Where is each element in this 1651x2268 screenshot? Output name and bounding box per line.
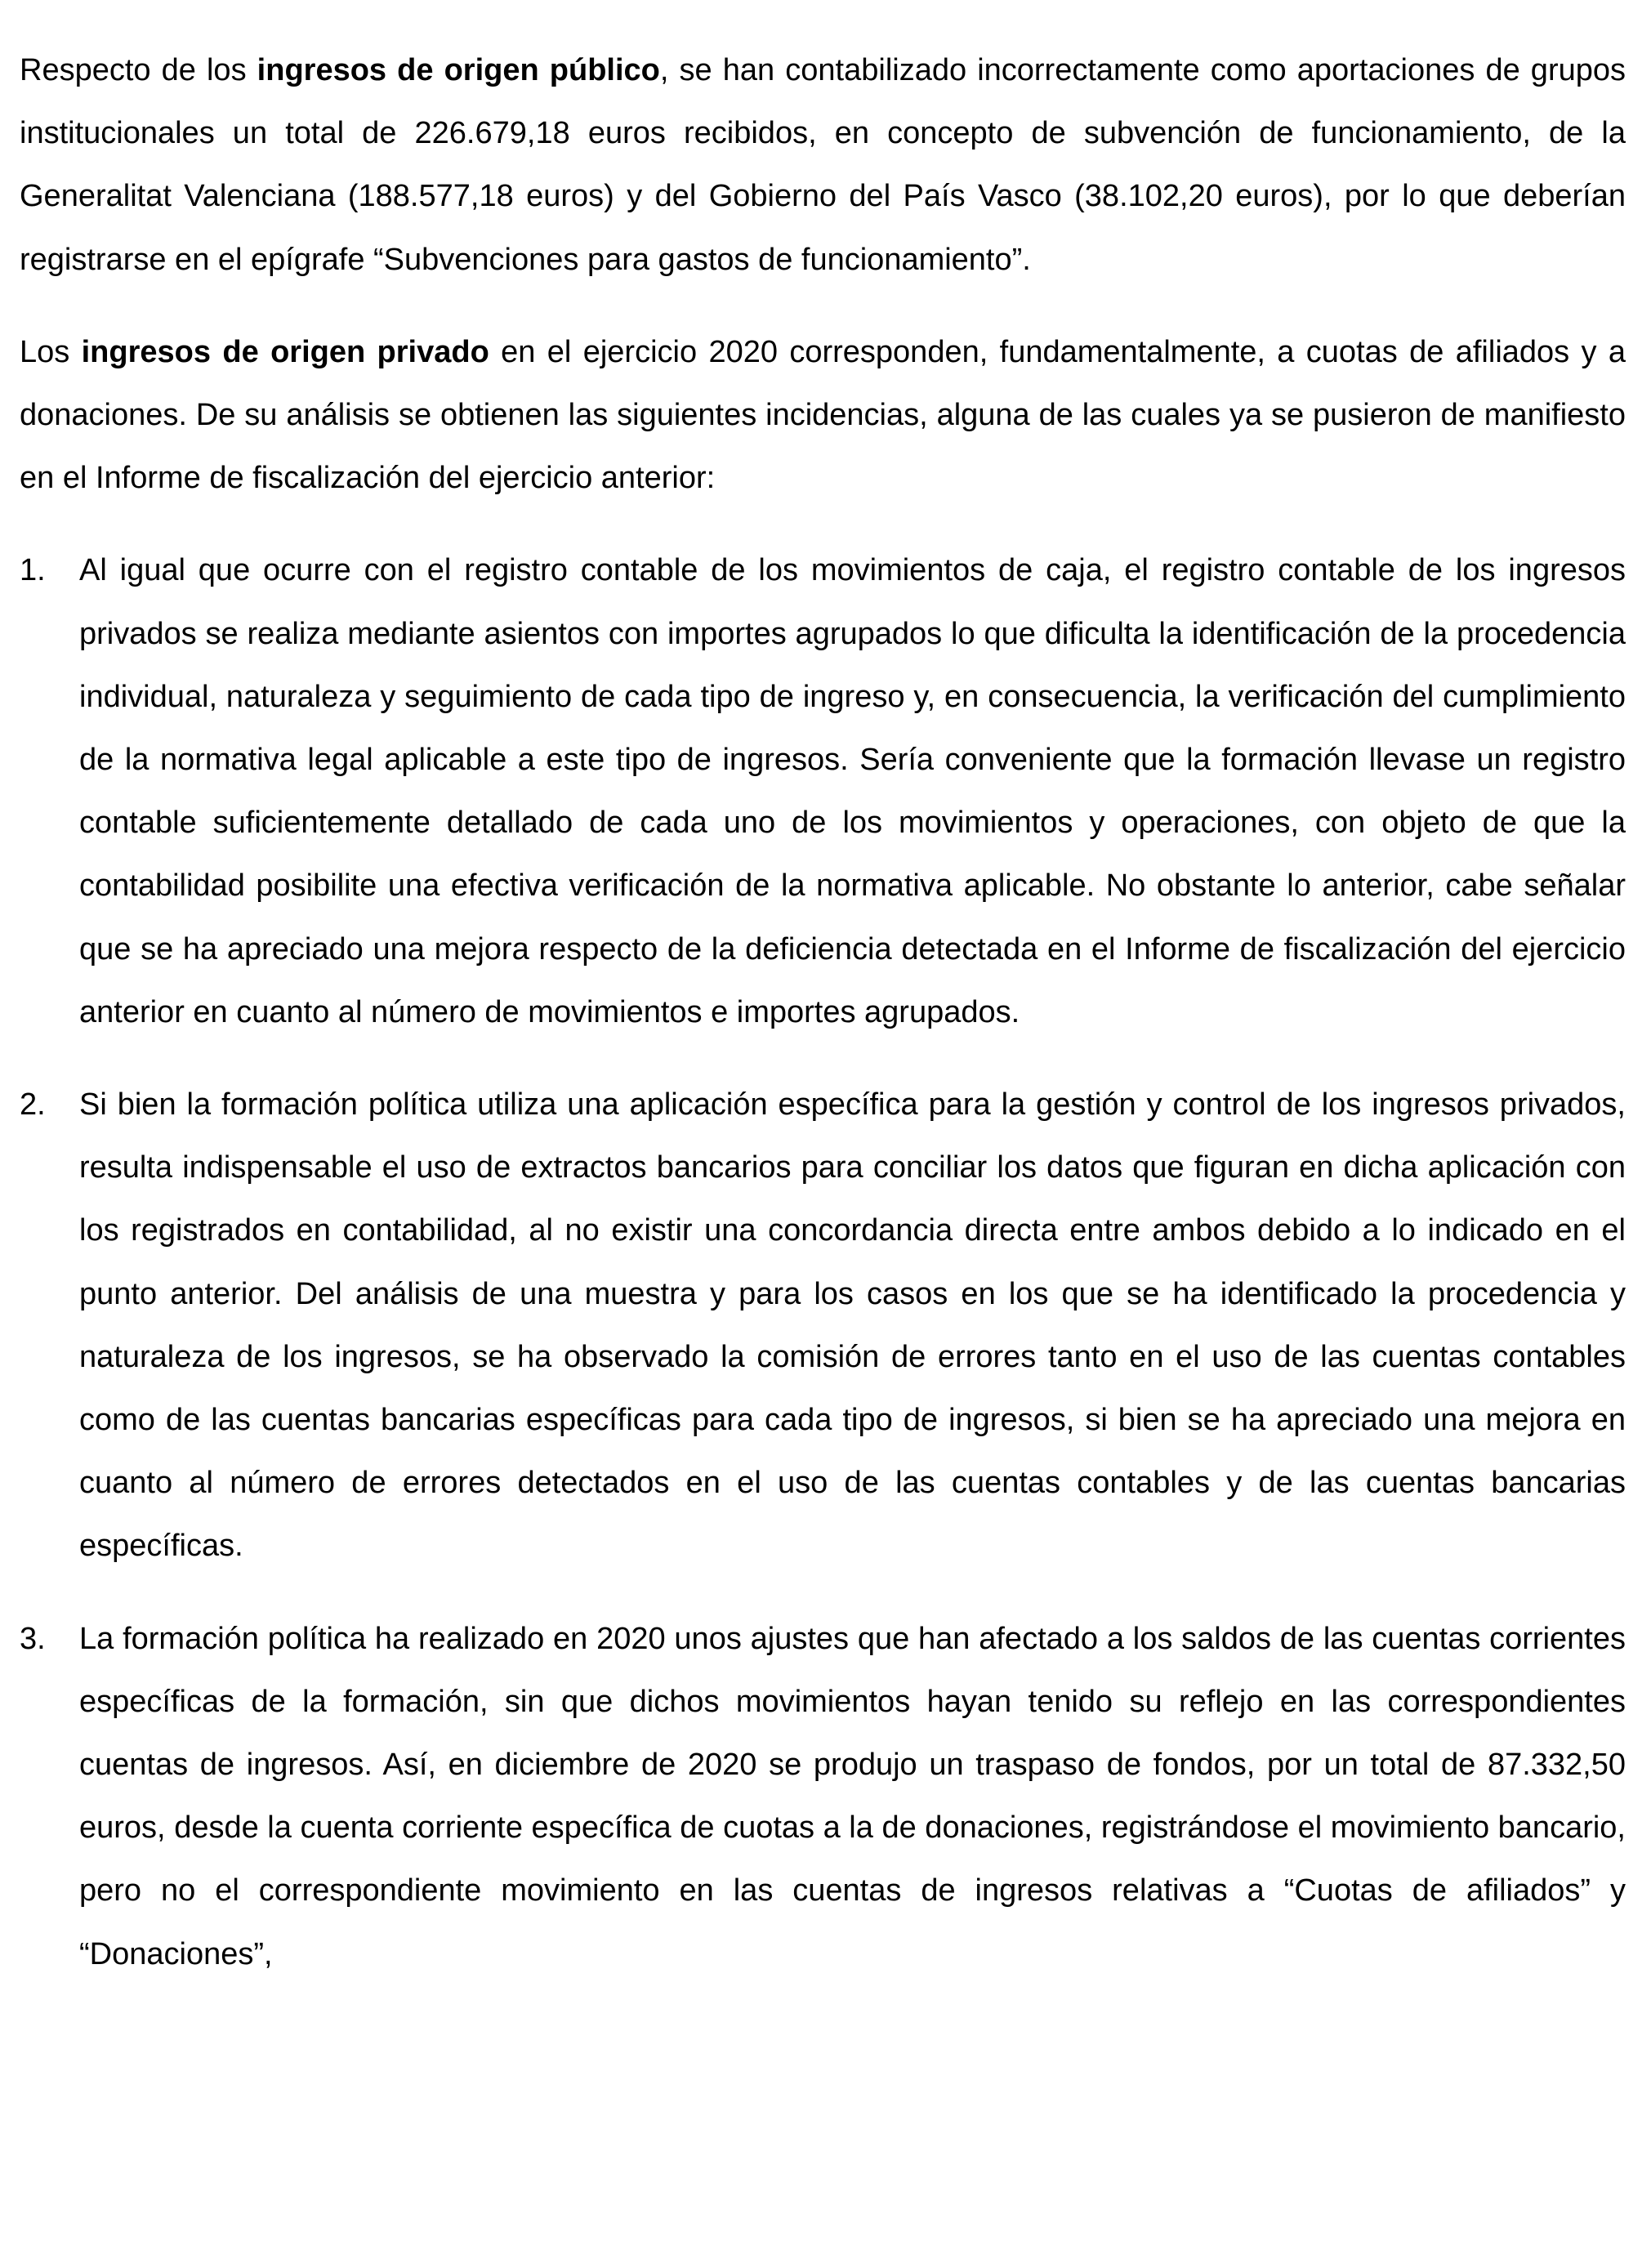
list-item-number: 3. bbox=[20, 1621, 46, 1656]
paragraph-public-income bbox=[20, 39, 1626, 292]
paragraph-bold-term: ingresos de origen público bbox=[257, 53, 660, 87]
paragraph-text-before: Respecto de los bbox=[20, 53, 257, 87]
paragraph-text-before: Los bbox=[20, 334, 82, 369]
list-item-text: La formación política ha realizado en 2020 unos ajustes que han afectado a los saldos de las cuentas corrientes específicas de la formación, sin que dichos movimientos hayan tenido su reflejo en las correspondientes cuentas de ingresos. Así, en diciembre de 2020 se produjo un traspaso de fondos, por un total de 87.332,50 euros, desde la cuenta corriente específica de cuotas a la de donaciones, registrándose el movimiento bancario, pero no el correspondiente movimiento en las cuentas de ingresos relativas a “Cuotas de afiliados” y “Donaciones”, bbox=[79, 1621, 1626, 1971]
list-item bbox=[20, 1074, 1626, 1578]
list-item-number: 1. bbox=[20, 553, 46, 588]
paragraph-bold-term: ingresos de origen privado bbox=[81, 334, 489, 369]
paragraph-private-income bbox=[20, 321, 1626, 511]
paragraph-text-after: , se han contabilizado incorrectamente como aportaciones de grupos institucionales un total de 226.679,18 euros recibidos, en concepto de subvención de funcionamiento, de la Generalitat Valenciana (188.577,18 euros) y del Gobierno del País Vasco (38.102,20 euros), por lo que deberían registrarse en el epígrafe “Subvenciones para gastos de funcionamiento”. bbox=[20, 53, 1626, 277]
list-item-text: Si bien la formación política utiliza una aplicación específica para la gestión y control de los ingresos privados, resulta indispensable el uso de extractos bancarios para conciliar los datos que figuran en dicha aplicación con los registrados en contabilidad, al no existir una concordancia directa entre ambos debido a lo indicado en el punto anterior. Del análisis de una muestra y para los casos en los que se ha identificado la procedencia y naturaleza de los ingresos, se ha observado la comisión de errores tanto en el uso de las cuentas contables como de las cuentas bancarias específicas para cada tipo de ingresos, si bien se ha apreciado una mejora en cuanto al número de errores detectados en el uso de las cuentas contables y de las cuentas bancarias específicas. bbox=[79, 1087, 1626, 1564]
paragraph-text-after: en el ejercicio 2020 corresponden, fundamentalmente, a cuotas de afiliados y a donaciones. De su análisis se obtienen las siguientes incidencias, alguna de las cuales ya se pusieron de manifiesto en el Informe de fiscalización del ejercicio anterior: bbox=[20, 334, 1626, 496]
list-item bbox=[20, 1608, 1626, 1986]
list-item-text: Al igual que ocurre con el registro contable de los movimientos de caja, el registro contable de los ingresos privados se realiza mediante asientos con importes agrupados lo que dificulta la identificación de la procedencia individual, naturaleza y seguimiento de cada tipo de ingreso y, en consecuencia, la verificación del cumplimiento de la normativa legal aplicable a este tipo de ingresos. Sería conveniente que la formación llevase un registro contable suficientemente detallado de cada uno de los movimientos y operaciones, con objeto de que la contabilidad posibilite una efectiva verificación de la normativa aplicable. No obstante lo anterior, cabe señalar que se ha apreciado una mejora respecto de la deficiencia detectada en el Informe de fiscalización del ejercicio anterior en cuanto al número de movimientos e importes agrupados. bbox=[79, 553, 1626, 1029]
document-page bbox=[20, 39, 1626, 1986]
list-item-number: 2. bbox=[20, 1087, 46, 1123]
list-item bbox=[20, 539, 1626, 1044]
incidents-list bbox=[20, 539, 1626, 1985]
